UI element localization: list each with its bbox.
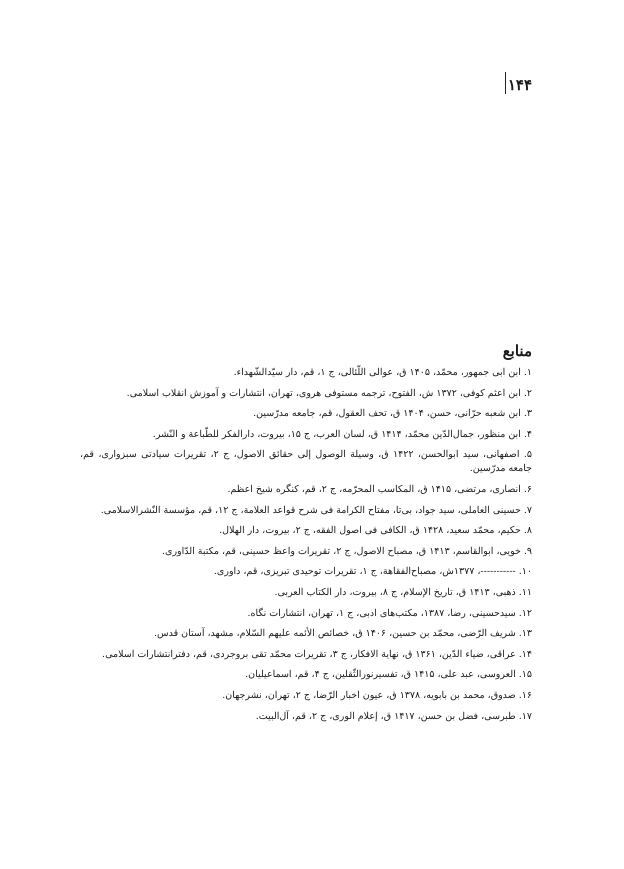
reference-item: ۹. خویی، ابوالقاسم، ۱۴۱۳ ق، مصباح الاصول، ج ۲، تقریرات واعظ حسینی، قم، مکتبة الدّاوری. — [161, 545, 532, 557]
reference-item: ۱۳. شریف الرّضی، محمّد بن حسین، ۱۴۰۶ ق، خصائص الأئمه علیهم السّلام، مشهد، آستان قدس. — [153, 628, 532, 640]
reference-item: ۶. انصاری، مرتضی، ۱۴۱۵ ق، المکاسب المحرّمه، ج ۲، قم، کنگره شیخ اعظم. — [227, 483, 532, 495]
section-title: منابع — [502, 342, 532, 360]
reference-item: ۴. ابن منظور، جمال‌الدّین محمّد، ۱۴۱۴ ق، لسان العرب، ج ۱۵، بیروت، دارالفکر للطّباعة و النّشر. — [152, 428, 532, 440]
reference-item: ۱۱. ذهبی، ۱۴۱۳ ق، تاریخ الإسلام، ج ۸، بیروت، دار الکتاب العربی. — [274, 586, 532, 598]
reference-list — [80, 366, 532, 730]
reference-item: ۱۰. -----------، ۱۳۷۷ش، مصباح‌الفقاهة، ج ۱، تقریرات توحیدی تبریزی، قم، داوری. — [213, 566, 532, 578]
reference-item: ۱۷. طبرسی، فضل بن حسن، ۱۴۱۷ ق، إعلام الوری، ج ۲، قم، آل‌البیت. — [255, 710, 532, 722]
reference-item: ۸. حکیم، محمّد سعید، ۱۴۲۸ ق، الکافی فی اصول الفقه، ج ۲، بیروت، دار الهلال. — [219, 525, 532, 537]
reference-item: ۲. ابن اعثم کوفی، ۱۳۷۲ ش، الفتوح، ترجمه مستوفی هروی، تهران، انتشارات و آموزش انقلاب اسلامی. — [126, 387, 532, 399]
reference-item: ۵. اصفهانی، سید ابوالحسن، ۱۴۲۲ ق، وسیلة الوصول إلی حقائق الاصول، ج ۲، تقریرات سیادتی سبزواری، قم، جامعه مدرّسین. — [80, 449, 532, 475]
reference-item: ۳. ابن شعبه حرّانی، حسن، ۱۴۰۴ ق، تحف العقول، قم، جامعه مدرّسین. — [253, 408, 532, 420]
reference-item: ۱. ابن ابی جمهور، محمّد، ۱۴۰۵ ق، عوالی اللّئالی، ج ۱، قم، دار سیّدالشّهداء. — [233, 367, 532, 378]
page-number: ۱۴۴ — [507, 76, 532, 94]
reference-item: ۱۴. عراقی، ضیاء الدّین، ۱۳۶۱ ق، نهایة الافکار، ج ۳، تقریرات محمّد تقی بروجردی، قم، دفترانتشارات اسلامی. — [102, 648, 532, 660]
reference-item: ۱۶. صدوق، محمد بن بابویه، ۱۳۷۸ ق، عیون اخبار الرّضا، ج ۲، تهران، نشرجهان. — [222, 689, 532, 701]
reference-item: ۱۵. العروسی، عبد علی، ۱۴۱۵ ق، تفسیرنورالثّقلین، ج ۴، قم، اسماعیلیان. — [245, 669, 532, 681]
reference-item: ۷. حسینی العاملی، سید جواد، بی‌تا، مفتاح الکرامة فی شرح قواعد العلامة، ج ۱۲، قم، مؤسسة النّشرالاسلامی. — [100, 504, 532, 516]
header-rule — [505, 72, 506, 94]
reference-item: ۱۲. سیدحسینی، رضا، ۱۳۸۷، مکتب‌های ادبی، ج ۱، تهران، انتشارات نگاه. — [247, 607, 532, 619]
